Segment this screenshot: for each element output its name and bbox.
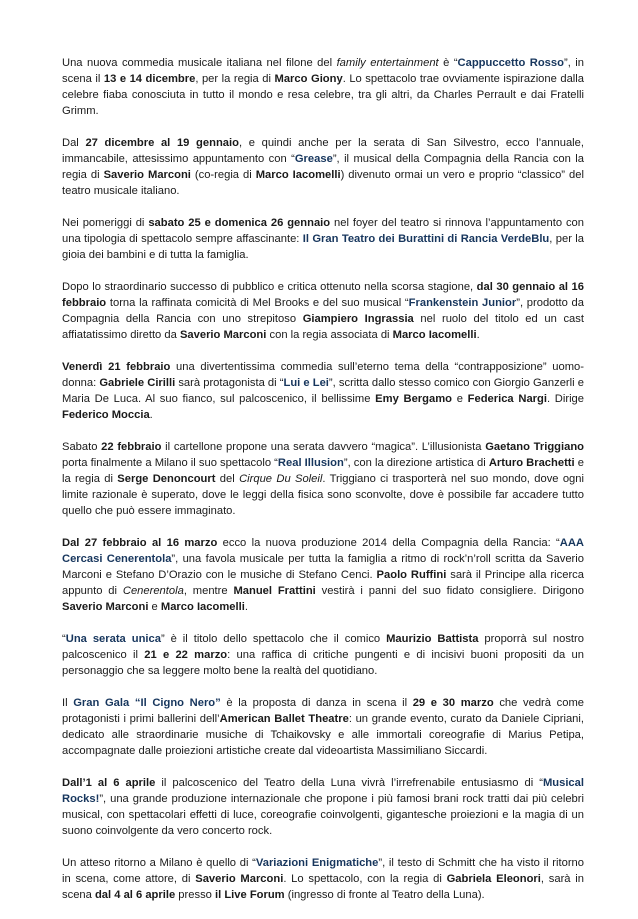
show-title: Una serata unica	[65, 633, 161, 645]
highlight-text: Federico Moccia	[62, 409, 150, 421]
text-run: Nei pomeriggi di	[62, 217, 149, 229]
text-run: vestirà i panni del suo fidato consigliere. Dirigono	[315, 585, 584, 597]
paragraph	[62, 855, 584, 903]
highlight-text: Dal 27 febbraio al 16 marzo	[62, 537, 218, 549]
highlight-text: 27 dicembre al 19 gennaio	[85, 137, 239, 149]
paragraph	[62, 439, 584, 519]
show-title: Cappuccetto Rosso	[457, 57, 564, 69]
show-title: Real Illusion	[277, 457, 344, 469]
highlight-text: American Ballet Theatre	[219, 713, 349, 725]
text-run: .	[244, 601, 248, 613]
highlight-text: dal 30 gennaio al 16 febbraio	[62, 281, 584, 309]
text-run: è “	[438, 57, 458, 69]
text-run: ”, una grande produzione internazionale che propone i più famosi brani rock tratti dai più celebri musical, con spettacolari effetti di luce, coreografie coinvolgenti, gigantesche proiezioni e la magia di un suono coinvolgente da vero concerto rock.	[62, 793, 584, 837]
highlight-text: Saverio Marconi	[103, 169, 191, 181]
text-run: .	[149, 409, 153, 421]
text-run: ecco la nuova produzione 2014 della Compagnia della Rancia: “	[217, 537, 560, 549]
text-run: proporrà sul nostro palcoscenico il	[62, 633, 584, 661]
show-title: Grease	[294, 153, 333, 165]
paragraph	[62, 631, 584, 679]
paragraph	[62, 135, 584, 199]
highlight-text: 29 e 30 marzo	[412, 697, 494, 709]
text-run: sarà protagonista di “	[175, 377, 284, 389]
text-run: che vedrà come protagonisti i primi ballerini dell’	[62, 697, 584, 725]
text-run: “	[62, 633, 66, 645]
text-run: (ingresso di fronte al Teatro della Luna).	[284, 889, 485, 901]
text-run: Cirque Du Soleil	[239, 473, 323, 485]
text-run: , sarà in scena	[62, 873, 584, 901]
highlight-text: 13 e 14 dicembre	[103, 73, 196, 85]
text-run: e	[452, 393, 468, 405]
text-run: : un grande evento, curato da Daniele Cipriani, dedicato alle straordinarie musiche di Tchaikovsky e alle immortali coreografie di Marius Petipa, accompagnate dalle proiezioni artistiche create dal videoartista Massimiliano Siccardi.	[62, 713, 585, 757]
highlight-text: Saverio Marconi	[179, 329, 267, 341]
paragraph	[62, 55, 584, 119]
paragraph	[62, 359, 584, 423]
text-run: e	[148, 601, 161, 613]
highlight-text: Emy Bergamo	[375, 393, 452, 405]
show-title: Musical Rocks!	[62, 777, 584, 805]
text-run: sarà il Principe alla ricerca appunto di	[62, 569, 584, 597]
highlight-text: dal 4 al 6 aprile	[94, 889, 176, 901]
text-run: . Dirige	[546, 393, 584, 405]
text-run: ” è il titolo dello spettacolo che il comico	[160, 633, 387, 645]
text-run: il palcoscenico del Teatro della Luna vivrà l’irrefrenabile entusiasmo di “	[155, 777, 543, 789]
text-run: Dopo lo straordinario successo di pubblico e critica ottenuto nella scorsa stagione,	[62, 281, 477, 293]
text-run: ”, il musical della Compagnia della Rancia con la regia di	[62, 153, 584, 181]
highlight-text: il Live Forum	[215, 889, 285, 901]
text-run: . Lo spettacolo, con la regia di	[283, 873, 447, 885]
highlight-text: Gabriele Cirilli	[99, 377, 176, 389]
text-run: , mentre	[183, 585, 234, 597]
text-run: Sabato	[62, 441, 102, 453]
text-run: Cenerentola	[122, 585, 184, 597]
document-page	[62, 55, 584, 919]
text-run: torna la raffinata comicità di Mel Brooks e del suo musical “	[106, 297, 409, 309]
text-run: . Lo spettacolo trae ovviamente ispirazione dalla celebre fiaba conosciuta in tutto il mondo e resa celebre, tra gli altri, da Charles Perrault e dai Fratelli Grimm.	[62, 73, 585, 117]
text-run: , e quindi anche per la serata di San Silvestro, ecco l’annuale, immancabile, attesissimo appuntamento con “	[62, 137, 585, 165]
show-title: Frankenstein Junior	[408, 297, 517, 309]
highlight-text: Gabriela Eleonori	[446, 873, 541, 885]
text-run: ) divenuto ormai un vero e proprio “classico” del teatro musicale italiano.	[62, 169, 584, 197]
text-run: presso	[175, 889, 215, 901]
highlight-text: Venerdì 21 febbraio	[62, 361, 171, 373]
highlight-text: Marco Iacomelli	[392, 329, 477, 341]
paragraph	[62, 695, 584, 759]
highlight-text: 21 e 22 marzo	[144, 649, 228, 661]
paragraph	[62, 215, 584, 263]
show-title: Il Gran Teatro dei Burattini di Rancia VerdeBlu	[302, 233, 550, 245]
text-run: porta finalmente a Milano il suo spettacolo “	[62, 457, 278, 469]
text-run: : una raffica di critiche pungenti e di incisivi buoni propositi da un personaggio che sa leggere molto bene la realtà del quotidiano.	[62, 649, 585, 677]
paragraph	[62, 775, 584, 839]
text-run: , per la regia di	[195, 73, 275, 85]
highlight-text: Maurizio Battista	[386, 633, 479, 645]
show-title: Variazioni Enigmatiche	[255, 857, 379, 869]
highlight-text: Saverio Marconi	[195, 873, 284, 885]
text-run: con la regia associata di	[266, 329, 393, 341]
highlight-text: Giampiero Ingrassia	[302, 313, 414, 325]
text-run: .	[476, 329, 480, 341]
highlight-text: 22 febbraio	[101, 441, 162, 453]
text-run: nel foyer del teatro si rinnova l’appuntamento con una tipologia di spettacolo sempre affascinante:	[62, 217, 584, 245]
highlight-text: Dall’1 al 6 aprile	[62, 777, 156, 789]
text-run: Il	[62, 697, 74, 709]
highlight-text: Marco Giony	[274, 73, 343, 85]
highlight-text: Marco Iacomelli	[160, 601, 245, 613]
text-run: ”, prodotto da Compagnia della Rancia con uno strepitoso	[62, 297, 584, 325]
text-run: Una nuova commedia musicale italiana nel filone del	[62, 57, 337, 69]
highlight-text: Marco Iacomelli	[255, 169, 341, 181]
text-run: nel ruolo del titolo ed un cast affiatatissimo diretto da	[62, 313, 584, 341]
highlight-text: Arturo Brachetti	[488, 457, 575, 469]
text-run: Dal	[62, 137, 86, 149]
highlight-text: Paolo Ruffini	[376, 569, 447, 581]
text-run: (co-regia di	[190, 169, 256, 181]
text-run: e la regia di	[62, 457, 585, 485]
show-title: Gran Gala “Il Cigno Nero”	[73, 697, 221, 709]
text-run: è la proposta di danza in scena il	[220, 697, 413, 709]
text-run: family entertainment	[336, 57, 439, 69]
highlight-text: sabato 25 e domenica 26 gennaio	[148, 217, 331, 229]
text-run: ”, in scena il	[62, 57, 584, 85]
show-title: AAA Cercasi Cenerentola	[62, 537, 584, 565]
text-run: il cartellone propone una serata davvero “magica”. L’illusionista	[161, 441, 486, 453]
text-run: una divertentissima commedia sull’eterno tema della “contrapposizione” uomo-donna:	[62, 361, 584, 389]
highlight-text: Manuel Frattini	[233, 585, 316, 597]
text-run: ”, il testo di Schmitt che ha visto il ritorno in scena, come attore, di	[62, 857, 585, 885]
text-run: Un atteso ritorno a Milano è quello di “	[62, 857, 256, 869]
text-run: ”, una favola musicale per tutta la famiglia a ritmo di rock’n’roll scritta da Saverio Marconi e Stefano D’Orazio con le musiche di Stefano Cenci.	[62, 553, 584, 581]
text-run: ”, con la direzione artistica di	[343, 457, 489, 469]
paragraph	[62, 279, 584, 343]
text-run: ”, scritta dallo stesso comico con Giorgio Ganzerli e Maria De Luca. Al suo fianco, sul palcoscenico, il bellissime	[62, 377, 584, 405]
text-run: . Triggiano ci trasporterà nel suo mondo, dove ogni limite razionale è superato, dove le leggi della fisica sono sconvolte, dove è possibile far accadere tutto quello che può essere immaginato.	[62, 473, 584, 517]
highlight-text: Federica Nargi	[467, 393, 547, 405]
show-title: Lui e Lei	[283, 377, 329, 389]
text-run: del	[215, 473, 240, 485]
paragraph	[62, 535, 584, 615]
text-run: , per la gioia dei bambini e di tutta la famiglia.	[62, 233, 584, 261]
highlight-text: Serge Denoncourt	[117, 473, 216, 485]
highlight-text: Saverio Marconi	[62, 601, 149, 613]
highlight-text: Gaetano Triggiano	[485, 441, 584, 453]
